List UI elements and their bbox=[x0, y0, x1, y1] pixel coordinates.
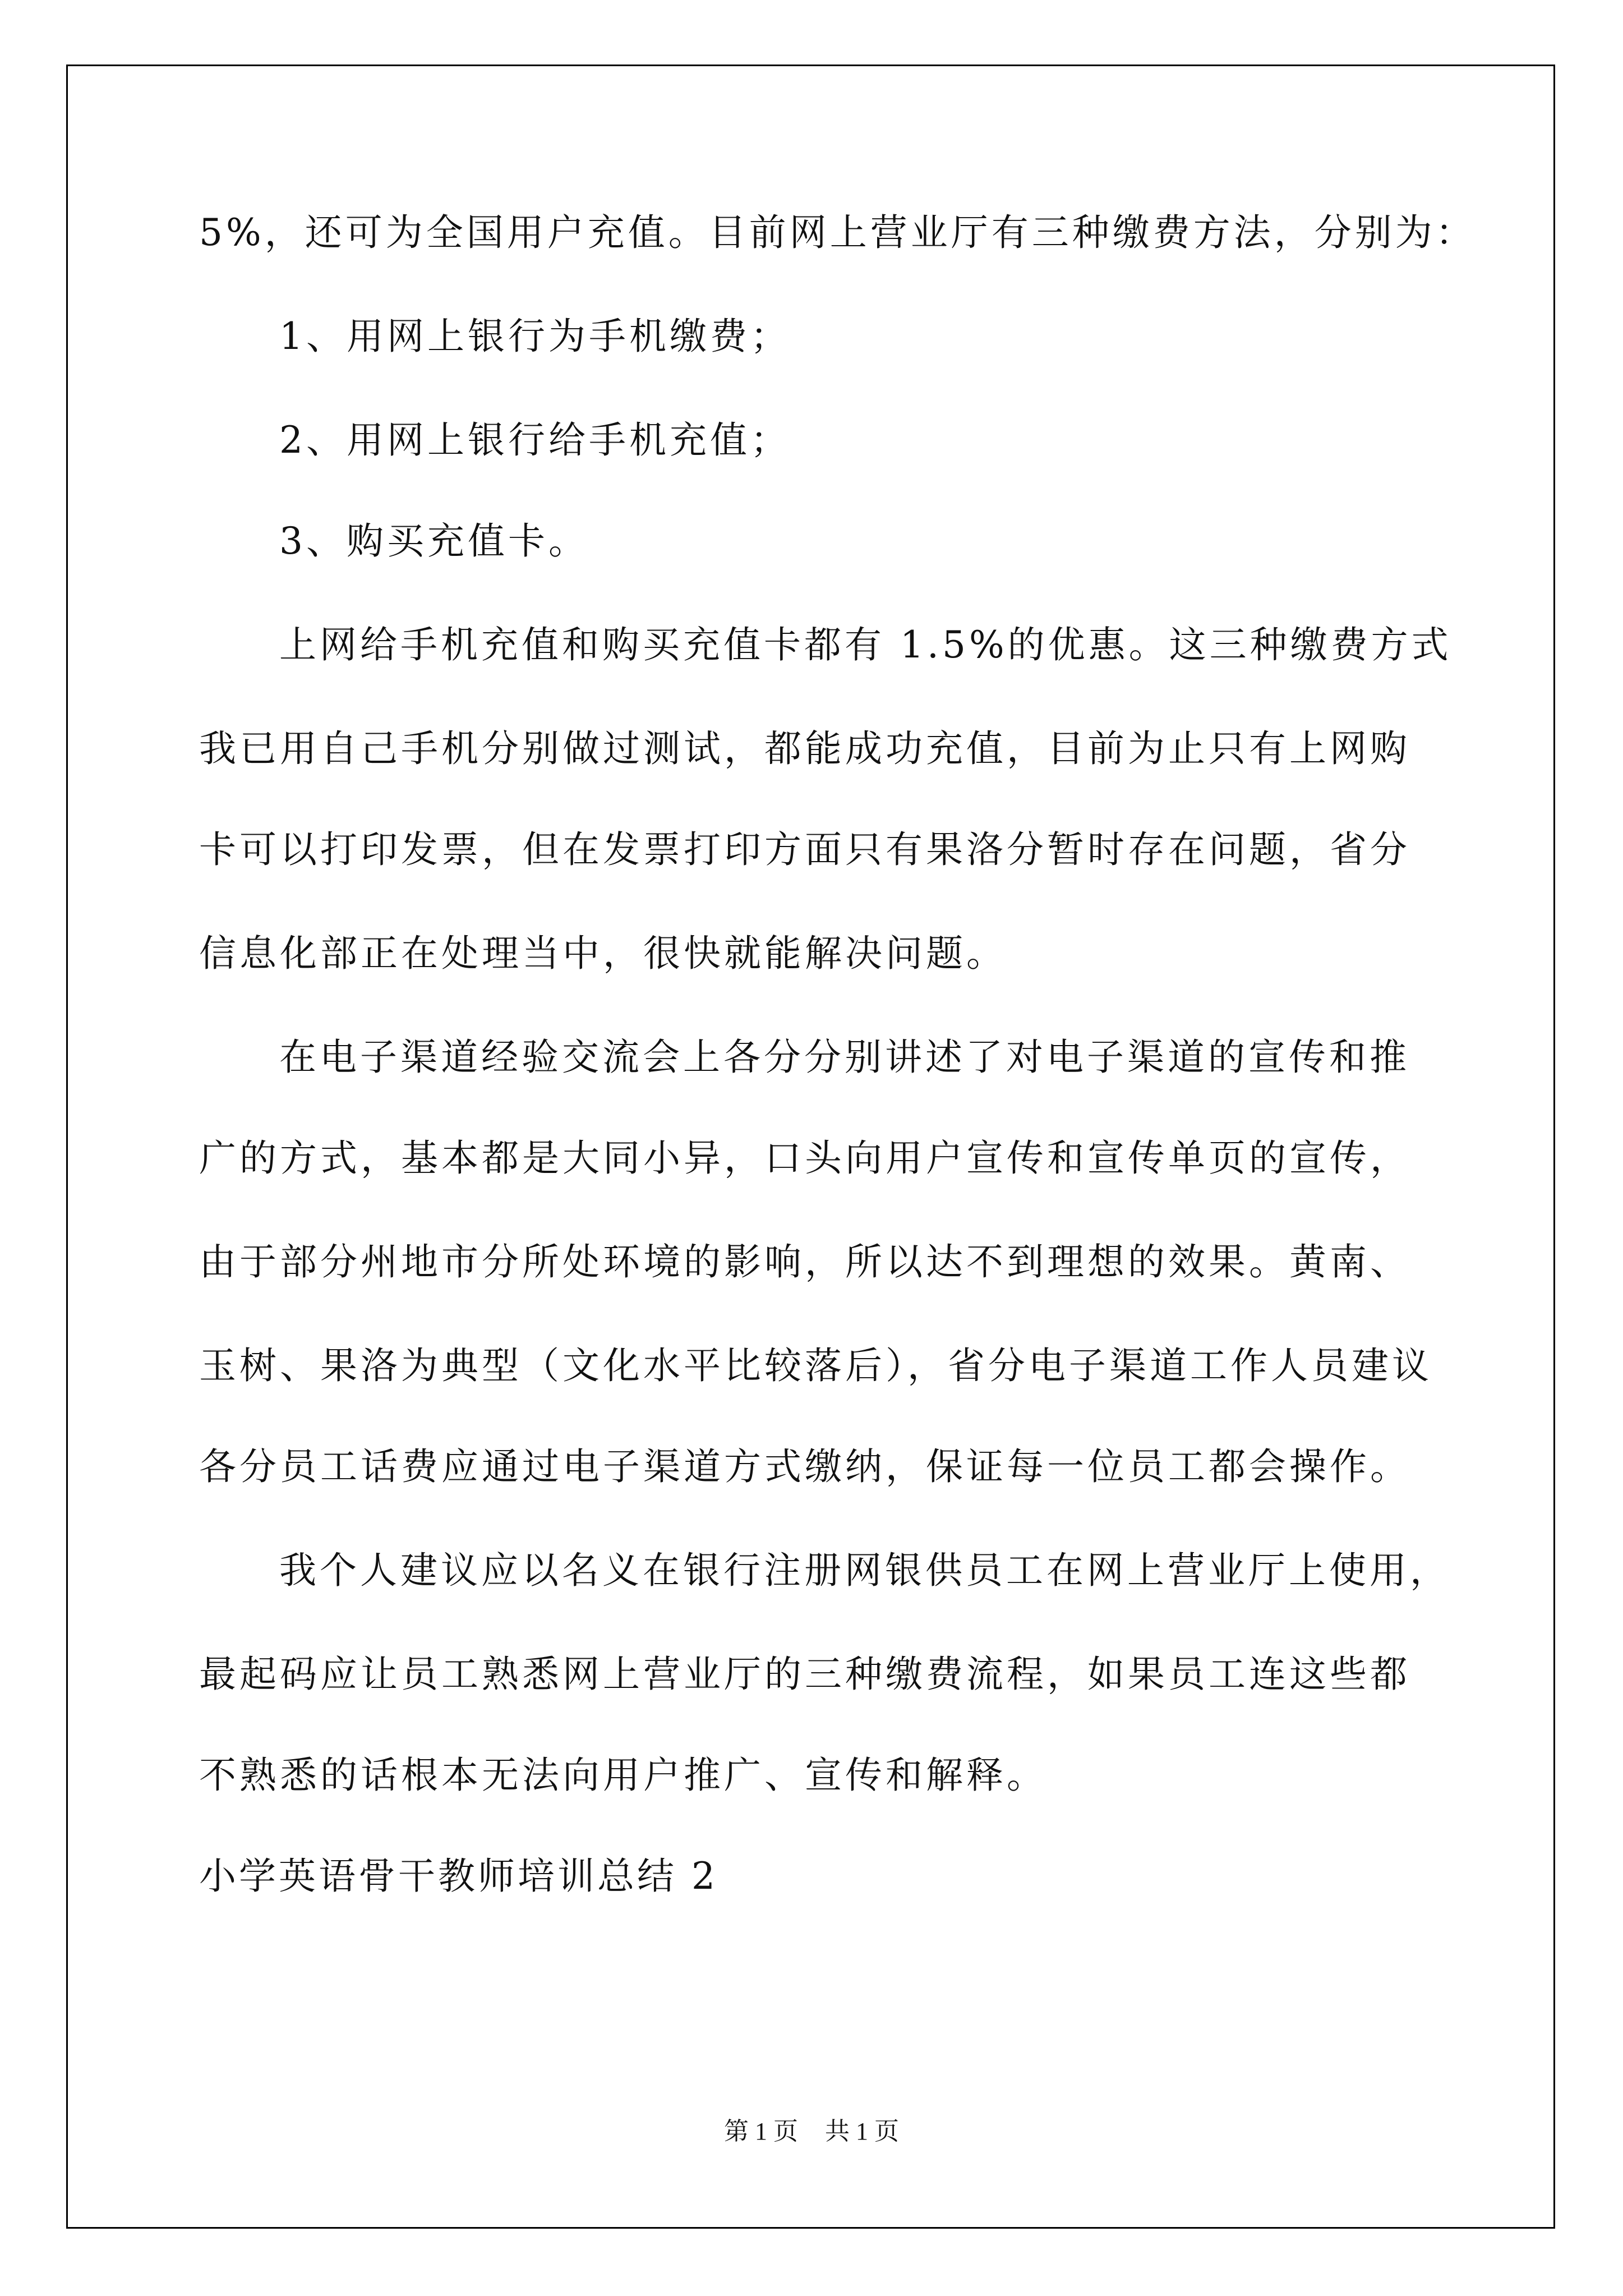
body-line-8: 信息化部正在处理当中，很快就能解决问题。 bbox=[199, 932, 1007, 975]
list-item-3: 3、购买充值卡。 bbox=[279, 519, 589, 563]
page-number: 第 1 页 bbox=[724, 2118, 798, 2145]
section-heading: 小学英语骨干教师培训总结 2 bbox=[199, 1855, 718, 1898]
body-line-5: 上网给手机充值和购买充值卡都有 1.5%的优惠。这三种缴费方式 bbox=[279, 623, 1452, 666]
body-line-11: 由于部分州地市分所处环境的影响，所以达不到理想的效果。黄南、 bbox=[199, 1240, 1410, 1283]
page-count: 共 1 页 bbox=[825, 2118, 899, 2145]
body-line-6: 我已用自己手机分别做过测试，都能成功充值，目前为止只有上网购 bbox=[199, 727, 1410, 770]
body-line-1: 5%，还可为全国用户充值。目前网上营业厅有三种缴费方法，分别为： bbox=[199, 211, 1476, 254]
body-line-16: 不熟悉的话根本无法向用户推广、宣传和解释。 bbox=[199, 1754, 1047, 1797]
list-item-2: 2、用网上银行给手机充值； bbox=[279, 418, 791, 462]
body-line-7: 卡可以打印发票，但在发票打印方面只有果洛分暂时存在问题，省分 bbox=[199, 828, 1410, 871]
body-line-10: 广的方式，基本都是大同小异，口头向用户宣传和宣传单页的宣传， bbox=[199, 1137, 1410, 1180]
list-item-1: 1、用网上银行为手机缴费； bbox=[279, 315, 791, 358]
body-line-12: 玉树、果洛为典型（文化水平比较落后），省分电子渠道工作人员建议 bbox=[199, 1344, 1432, 1387]
body-line-13: 各分员工话费应通过电子渠道方式缴纳，保证每一位员工都会操作。 bbox=[199, 1445, 1410, 1488]
page-footer bbox=[0, 2115, 1623, 2148]
body-line-9: 在电子渠道经验交流会上各分分别讲述了对电子渠道的宣传和推 bbox=[279, 1036, 1410, 1079]
body-line-14: 我个人建议应以名义在银行注册网银供员工在网上营业厅上使用， bbox=[279, 1549, 1450, 1592]
body-line-15: 最起码应让员工熟悉网上营业厅的三种缴费流程，如果员工连这些都 bbox=[199, 1653, 1410, 1696]
